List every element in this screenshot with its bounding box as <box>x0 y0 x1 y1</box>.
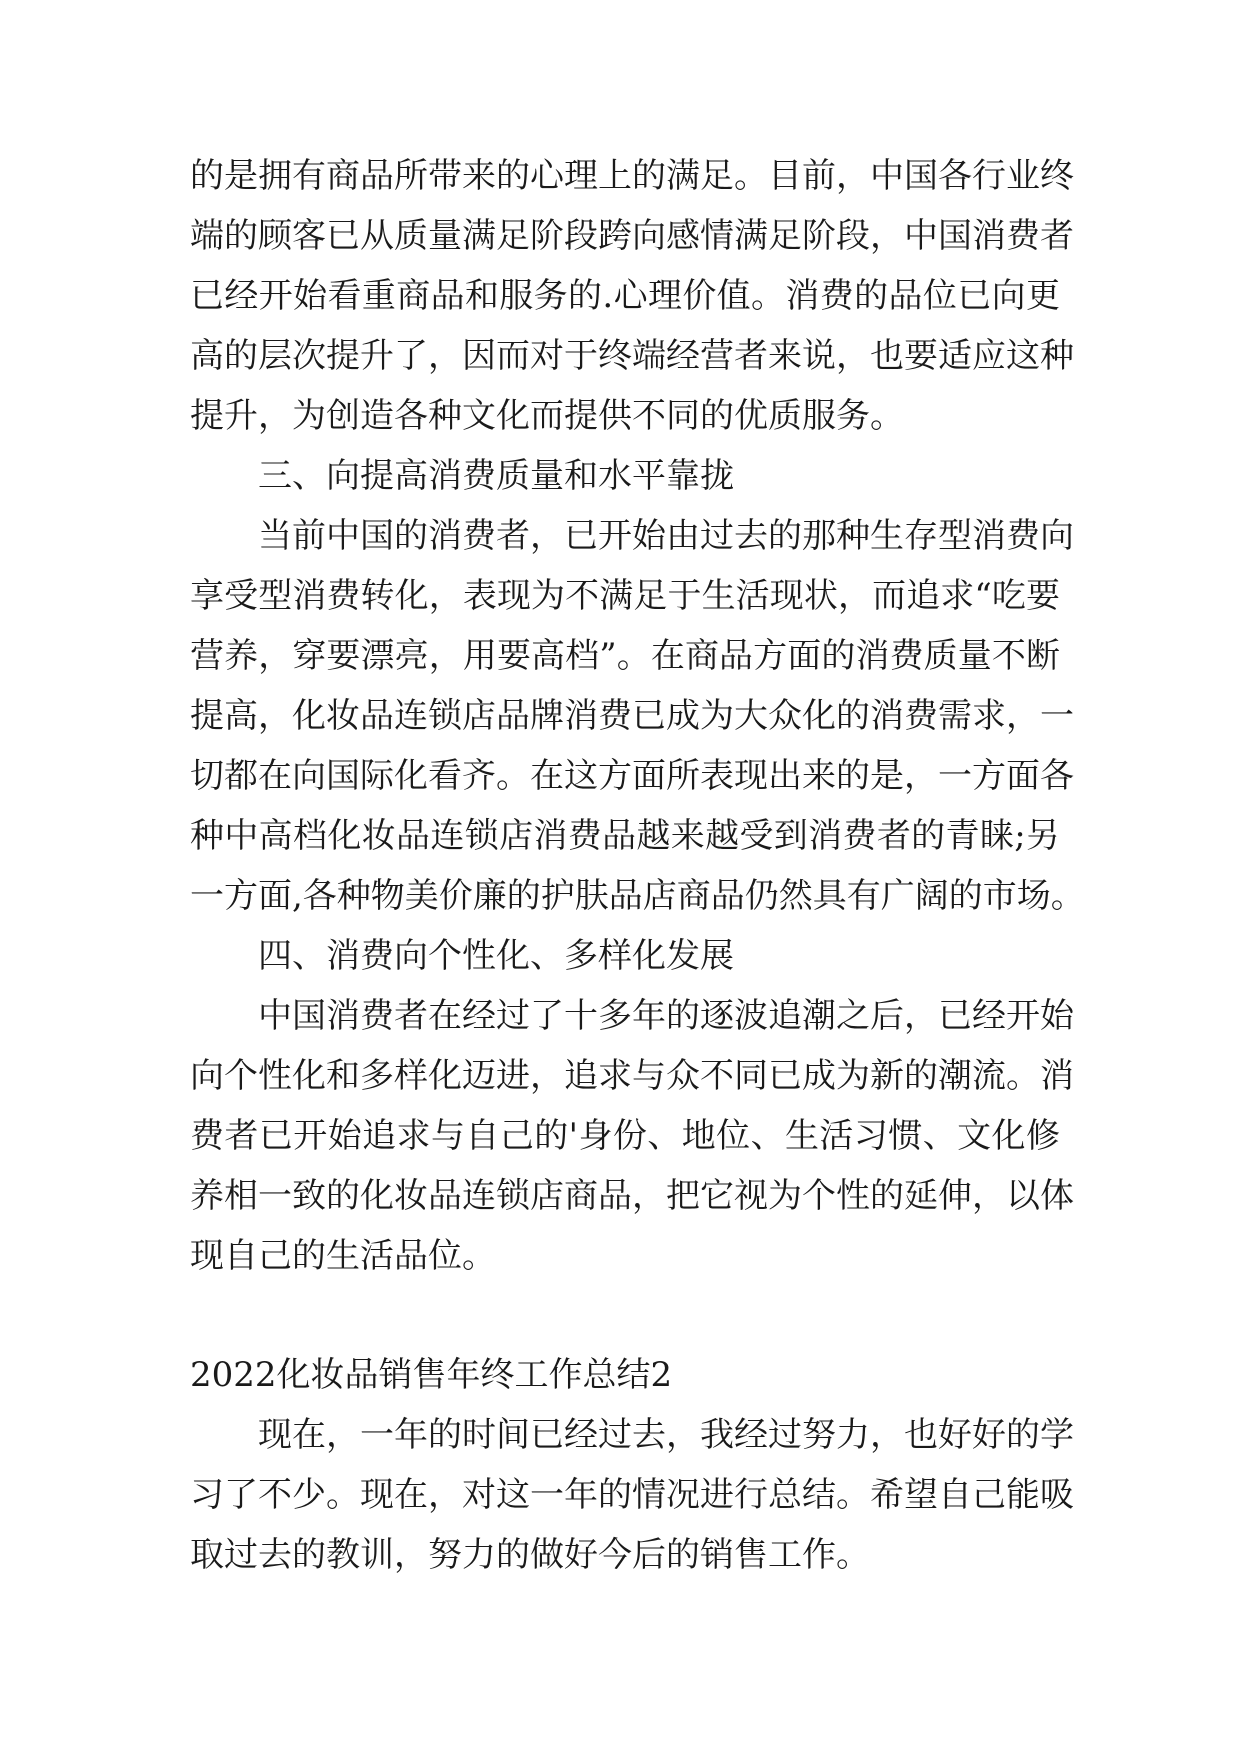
section-gap <box>190 1286 1060 1345</box>
text-line: 取过去的教训，努力的做好今后的销售工作。 <box>190 1535 870 1575</box>
text-line: 习了不少。现在，对这一年的情况进行总结。希望自己能吸 <box>190 1475 1074 1515</box>
heading-section-three: 三、向提高消费质量和水平靠拢 <box>258 456 734 496</box>
text-line: 一方面,各种物美价廉的护肤品店商品仍然具有广阔的市场。 <box>190 876 1085 916</box>
text-line: 中国消费者在经过了十多年的逐波追潮之后，已经开始 <box>258 996 1074 1036</box>
text-line: 高的层次提升了，因而对于终端经营者来说，也要适应这种 <box>190 336 1074 376</box>
text-line: 种中高档化妆品连锁店消费品越来越受到消费者的青睐;另 <box>190 816 1060 856</box>
document-body <box>190 146 1085 1585</box>
paragraph-personalization <box>190 986 1074 1286</box>
text-line: 营养，穿要漂亮，用要高档”。在商品方面的消费质量不断 <box>190 636 1060 676</box>
paragraph-year-summary <box>190 1405 1074 1585</box>
text-line: 现在，一年的时间已经过去，我经过努力，也好好的学 <box>258 1415 1074 1455</box>
text-line: 的是拥有商品所带来的心理上的满足。目前，中国各行业终 <box>190 156 1074 196</box>
text-line: 向个性化和多样化迈进，追求与众不同已成为新的潮流。消 <box>190 1056 1074 1096</box>
paragraph-consumer-psychology <box>190 146 1074 446</box>
heading-section-four: 四、消费向个性化、多样化发展 <box>258 936 734 976</box>
text-line: 现自己的生活品位。 <box>190 1236 496 1276</box>
text-line: 享受型消费转化，表现为不满足于生活现状，而追求“吃要 <box>190 576 1060 616</box>
text-line: 养相一致的化妆品连锁店商品，把它视为个性的延伸，以体 <box>190 1176 1074 1216</box>
text-line: 提升，为创造各种文化而提供不同的优质服务。 <box>190 396 904 436</box>
text-line: 已经开始看重商品和服务的.心理价值。消费的品位已向更 <box>190 276 1060 316</box>
paragraph-consumption-quality <box>190 506 1085 926</box>
text-line: 当前中国的消费者，已开始由过去的那种生存型消费向 <box>258 516 1074 556</box>
text-line: 费者已开始追求与自己的'身份、地位、生活习惯、文化修 <box>190 1116 1060 1156</box>
text-line: 提高，化妆品连锁店品牌消费已成为大众化的消费需求，一 <box>190 696 1074 736</box>
text-line: 端的顾客已从质量满足阶段跨向感情满足阶段，中国消费者 <box>190 216 1074 256</box>
text-line: 切都在向国际化看齐。在这方面所表现出来的是，一方面各 <box>190 756 1074 796</box>
section-title: 2022化妆品销售年终工作总结2 <box>190 1355 673 1395</box>
